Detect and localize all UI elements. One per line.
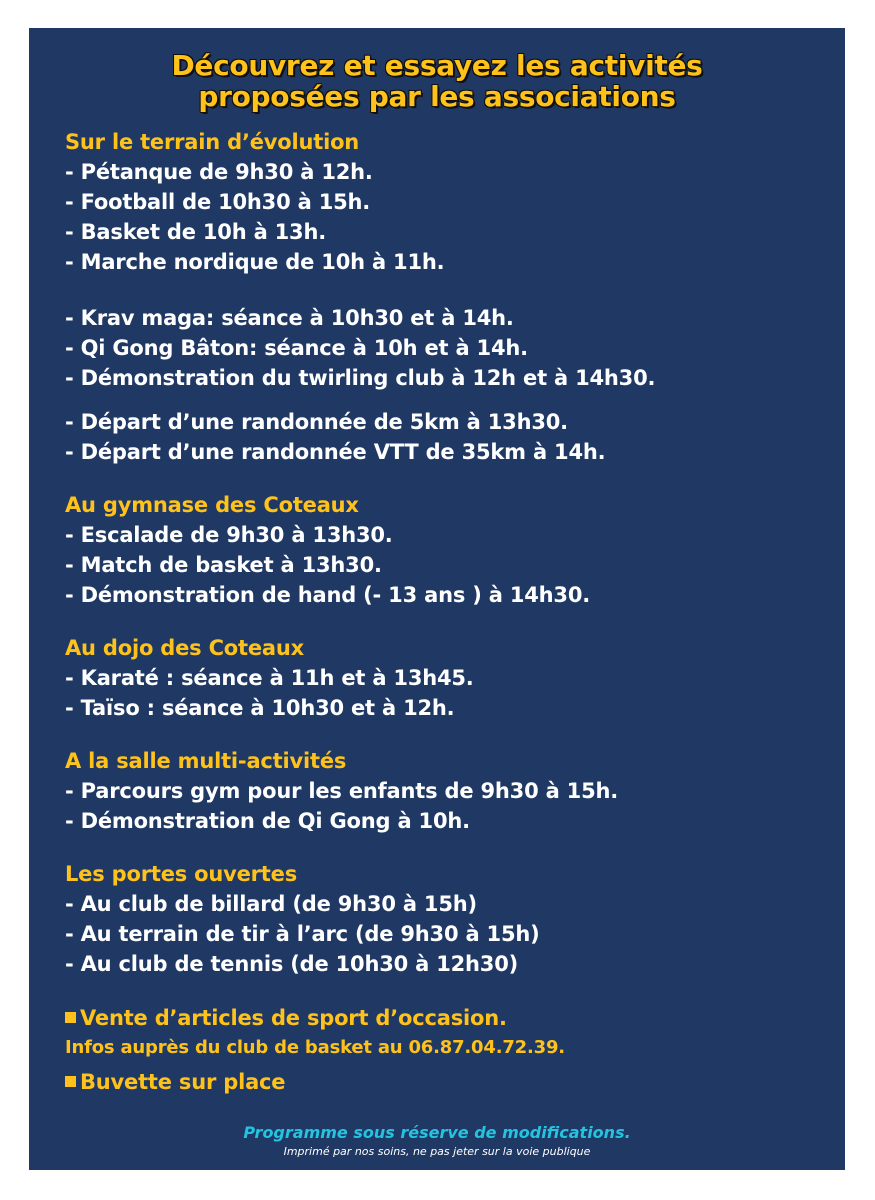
note-vente — [65, 1003, 825, 1034]
flyer — [29, 28, 845, 1170]
list-item: - Taïso : séance à 10h30 et à 12h. — [65, 696, 455, 720]
list-item: - Départ d’une randonnée VTT de 35km à 14h. — [65, 440, 606, 464]
list-item: - Parcours gym pour les enfants de 9h30 à 15h. — [65, 779, 619, 803]
note-buvette — [65, 1067, 825, 1098]
title-line-1: Découvrez et essayez les activités — [171, 49, 703, 82]
list-item: - Au club de tennis (de 10h30 à 12h30) — [65, 952, 519, 976]
list-item: - Marche nordique de 10h à 11h. — [65, 250, 445, 274]
footer — [29, 1122, 845, 1160]
list-item: - Démonstration de Qi Gong à 10h. — [65, 809, 470, 833]
section-heading-gymnase: Au gymnase des Coteaux — [65, 493, 359, 517]
program-content — [65, 128, 825, 1098]
list-item: - Départ d’une randonnée de 5km à 13h30. — [65, 410, 568, 434]
section-heading-terrain: Sur le terrain d’évolution — [65, 130, 360, 154]
note-buvette-text: Buvette sur place — [80, 1070, 286, 1094]
list-item: - Démonstration du twirling club à 12h et à 14h30. — [65, 366, 656, 390]
list-item: - Qi Gong Bâton: séance à 10h et à 14h. — [65, 336, 528, 360]
title-line-2: proposées par les associations — [198, 80, 676, 113]
square-bullet-icon — [65, 1012, 76, 1023]
footer-print-note: Imprimé par nos soins, ne pas jeter sur la voie publique — [283, 1145, 591, 1158]
note-vente-text: Vente d’articles de sport d’occasion. — [80, 1006, 507, 1030]
section-heading-salle: A la salle multi-activités — [65, 749, 347, 773]
flyer-title — [29, 50, 845, 112]
section-heading-portes: Les portes ouvertes — [65, 862, 297, 886]
list-item: - Escalade de 9h30 à 13h30. — [65, 523, 393, 547]
list-item: - Au terrain de tir à l’arc (de 9h30 à 15h) — [65, 922, 540, 946]
note-vente-info: Infos auprès du club de basket au 06.87.04.72.39. — [65, 1037, 565, 1058]
list-item: - Au club de billard (de 9h30 à 15h) — [65, 892, 477, 916]
list-item: - Football de 10h30 à 15h. — [65, 190, 371, 214]
list-item: - Match de basket à 13h30. — [65, 553, 382, 577]
list-item: - Basket de 10h à 13h. — [65, 220, 327, 244]
list-item: - Krav maga: séance à 10h30 et à 14h. — [65, 306, 514, 330]
section-heading-dojo: Au dojo des Coteaux — [65, 636, 304, 660]
footer-disclaimer: Programme sous réserve de modifications. — [243, 1123, 631, 1142]
list-item: - Karaté : séance à 11h et à 13h45. — [65, 666, 474, 690]
list-item: - Démonstration de hand (- 13 ans ) à 14h30. — [65, 583, 591, 607]
list-item: - Pétanque de 9h30 à 12h. — [65, 160, 373, 184]
square-bullet-icon — [65, 1076, 76, 1087]
